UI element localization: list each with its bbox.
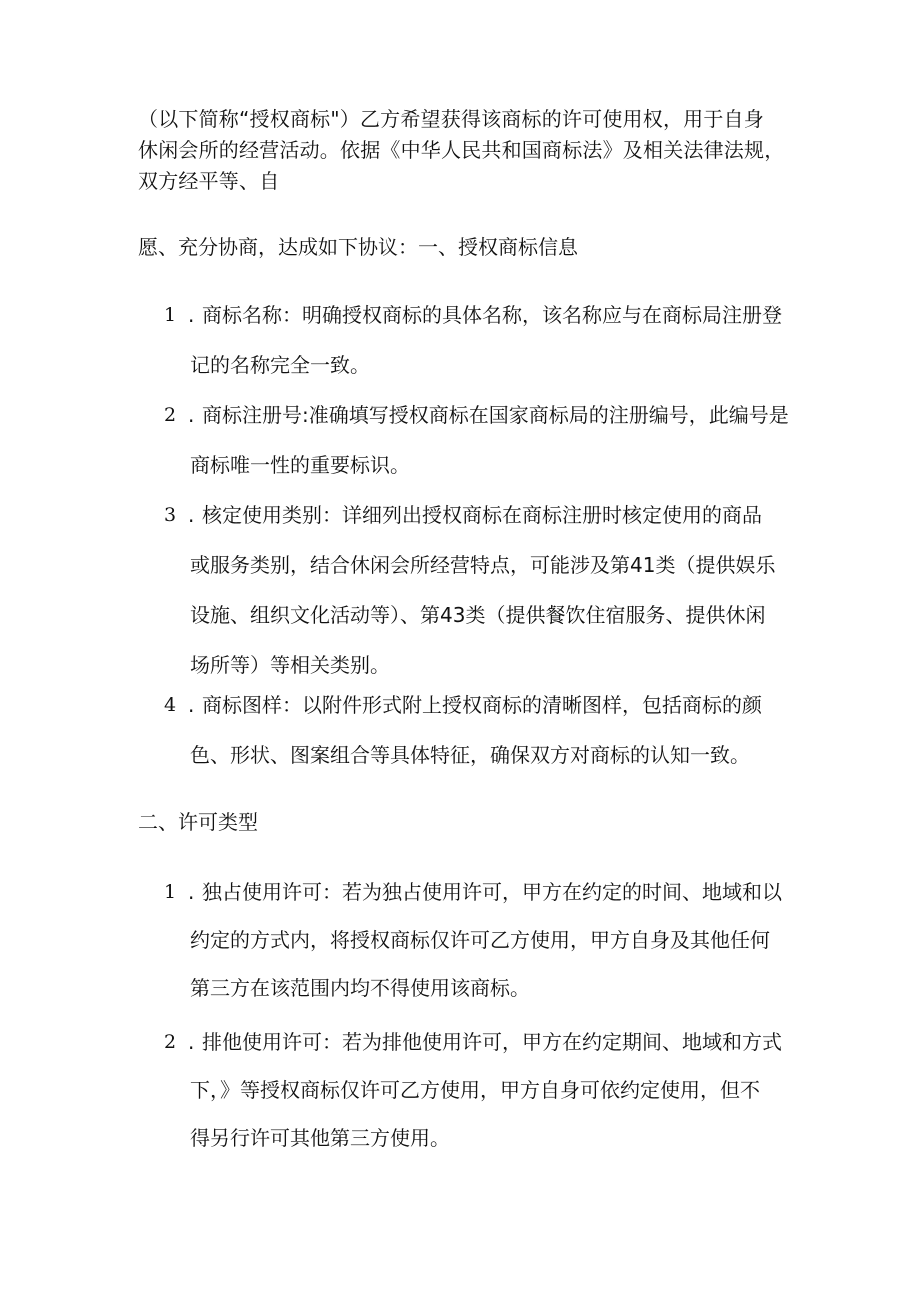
section-heading: 二、许可类型 [138,810,258,834]
item-text-line: 设施、组织文化活动等）、第43类（提供餐饮住宿服务、提供休闲 [190,603,766,627]
item-number: 3 [164,504,177,526]
intro-line-2: 休闲会所的经营活动。依据《中华人民共和国商标法》及相关法律法规， [138,138,785,162]
item-number: 2 [164,1031,177,1053]
item-text-line: 记的名称完全一致。 [190,353,370,377]
item-number: 4 [164,694,177,716]
list-item [138,490,788,680]
item-text-line: 商标图样：以附件形式附上授权商标的清晰图样，包括商标的颜 [202,693,762,717]
list-item [138,868,788,1018]
item-text-line: 得另行许可其他第三方使用。 [190,1126,450,1150]
intro-line-1: （以下简称“授权商标"）乙方希望获得该商标的许可使用权，用于自身 [138,107,764,131]
item-dot: . [188,303,195,327]
section2-list [138,868,788,1168]
section1-list [138,290,788,780]
item-number: 1 [164,304,177,326]
item-number: 2 [164,404,177,426]
item-text-line: 第三方在该范围内均不得使用该商标。 [190,976,530,1000]
item-text-line: 核定使用类别：详细列出授权商标在商标注册时核定使用的商品 [202,503,762,527]
list-item [138,680,788,780]
item-text-line: 或服务类别，结合休闲会所经营特点，可能涉及第41类（提供娱乐 [190,553,776,577]
item-text-line: 下，》等授权商标仅许可乙方使用，甲方自身可依约定使用，但不 [190,1078,760,1102]
item-dot: . [188,693,195,717]
list-item [138,290,788,390]
intro-line-3: 双方经平等、自 [138,169,280,193]
item-number: 1 [164,881,177,903]
item-dot: . [188,880,195,904]
item-text-line: 商标唯一性的重要标识。 [190,453,410,477]
list-item [138,1018,788,1168]
item-dot: . [188,403,195,427]
item-text-line: 场所等）等相关类别。 [190,653,390,677]
item-text-line: 商标注册号:准确填写授权商标在国家商标局的注册编号，此编号是 [202,403,789,427]
item-text-line: 约定的方式内，将授权商标仅许可乙方使用，甲方自身及其他任何 [190,928,770,952]
list-item [138,390,788,490]
intro-continuation: 愿、充分协商，达成如下协议：一、授权商标信息 [138,235,578,259]
item-dot: . [188,503,195,527]
item-text-line: 排他使用许可：若为排他使用许可，甲方在约定期间、地域和方式 [202,1030,782,1054]
item-text-line: 独占使用许可：若为独占使用许可，甲方在约定的时间、地域和以 [202,880,782,904]
item-text-line: 色、形状、图案组合等具体特征，确保双方对商标的认知一致。 [190,743,750,767]
item-text-line: 商标名称：明确授权商标的具体名称，该名称应与在商标局注册登 [202,303,782,327]
item-dot: . [188,1030,195,1054]
intro-paragraph [138,104,788,197]
